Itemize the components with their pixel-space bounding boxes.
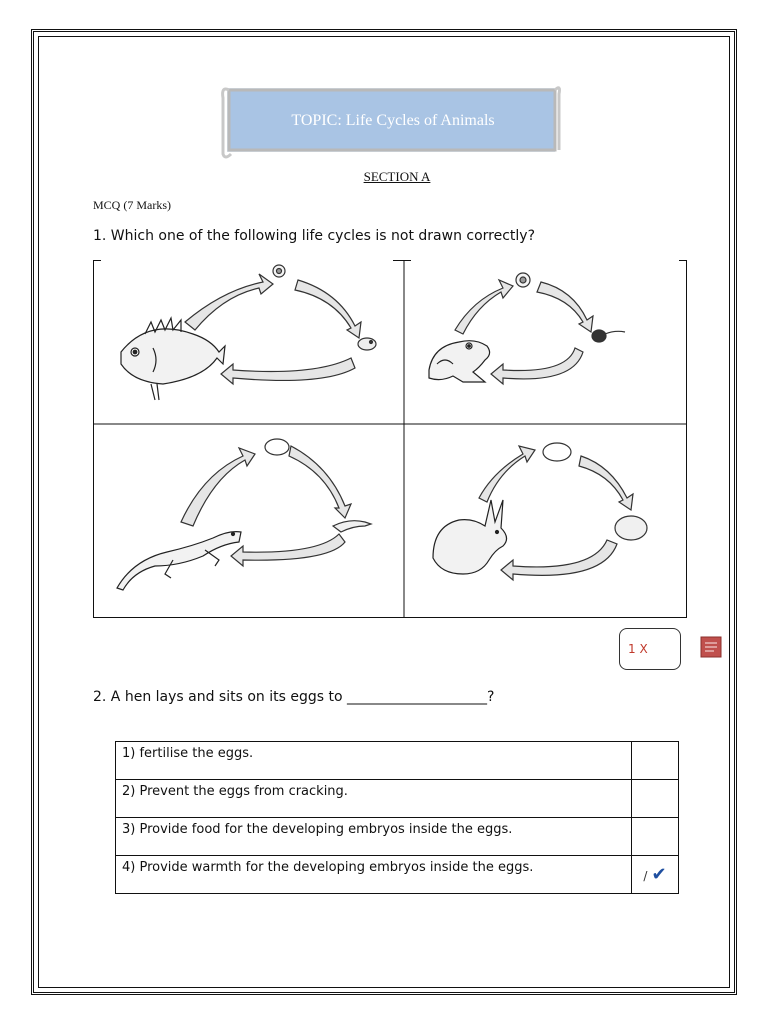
mcq-label: MCQ (7 Marks) — [93, 198, 171, 212]
topic-title: TOPIC: Life Cycles of Animals — [291, 112, 495, 129]
check-mark-icon: ✔ — [651, 864, 667, 885]
table-row — [116, 818, 679, 856]
option-4-label: 4) Provide warmth for the developing embryos inside the eggs. — [116, 856, 632, 894]
marks-box — [619, 628, 681, 670]
lizard-icon — [117, 532, 241, 590]
option-2-answer-cell[interactable] — [632, 780, 679, 818]
option-4-answer-cell[interactable] — [632, 856, 679, 894]
answer-options-table — [115, 741, 679, 894]
table-row — [116, 780, 679, 818]
marks-text: 1 X — [628, 642, 648, 656]
rabbit-icon — [433, 500, 507, 574]
life-cycle-grid — [93, 260, 687, 618]
frog-life-cycle-panel — [455, 273, 625, 384]
comment-note-icon[interactable] — [700, 636, 722, 658]
table-row — [116, 742, 679, 780]
question-2-text: 2. A hen lays and sits on its eggs to ____________________? — [93, 689, 495, 705]
section-title: SECTION A — [363, 169, 431, 184]
rabbit-life-cycle-panel — [479, 443, 647, 580]
fish-life-cycle-panel — [185, 265, 376, 384]
option-3-label: 3) Provide food for the developing embryos inside the eggs. — [116, 818, 632, 856]
fish-icon — [121, 318, 225, 400]
table-row — [116, 856, 679, 894]
option-2-label: 2) Prevent the eggs from cracking. — [116, 780, 632, 818]
option-3-answer-cell[interactable] — [632, 818, 679, 856]
option-1-answer-cell[interactable] — [632, 742, 679, 780]
frog-icon — [429, 341, 490, 382]
marker-slash: / — [643, 869, 648, 883]
question-1-text: 1. Which one of the following life cycles is not drawn correctly? — [93, 228, 536, 244]
option-1-label: 1) fertilise the eggs. — [116, 742, 632, 780]
